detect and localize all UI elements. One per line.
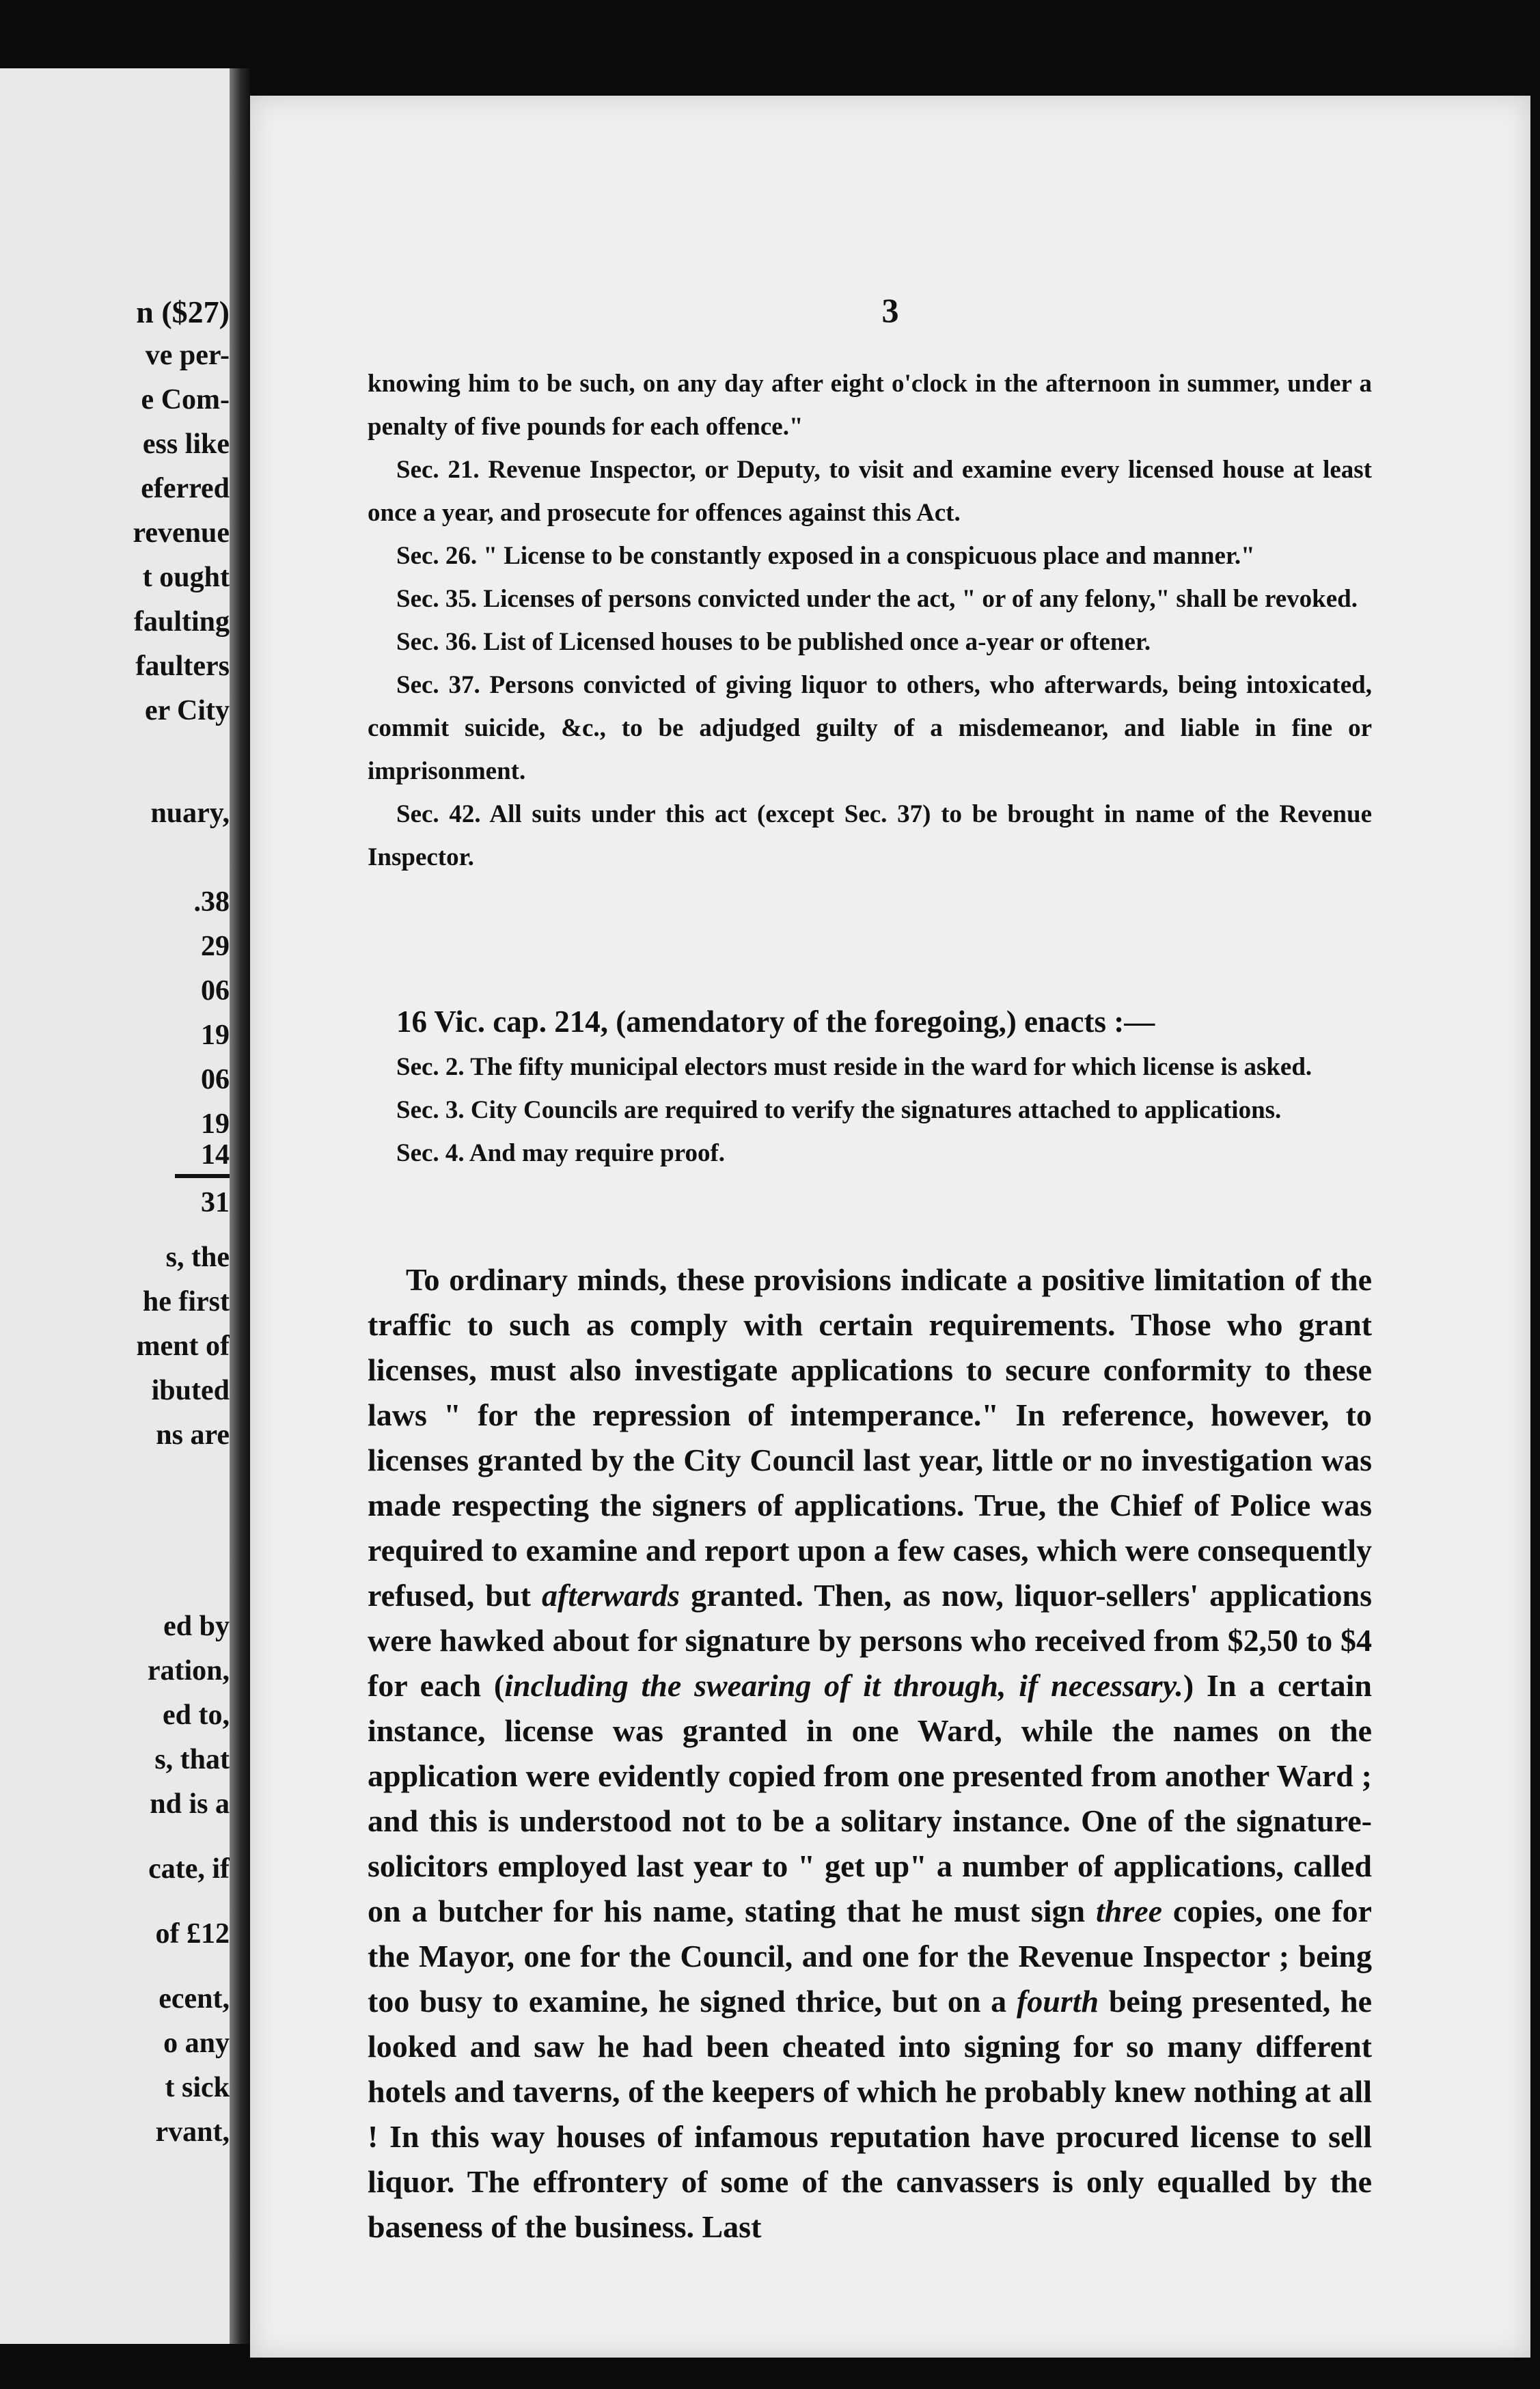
italic-run: afterwards [542, 1578, 680, 1613]
text-run: ) In a certain instance, license was granted in one Ward, while the names on the application were evidently copied from one presented from another Ward ; and this is understood not to be a solitary instance. One of the signature-solicitors employed last year to " get up" a number of applications, called on a butcher for his name, stating that he must sign [368, 1668, 1372, 1928]
left-page-fragment [0, 68, 230, 2344]
left-line: ess like [142, 428, 230, 460]
text-run: copies, one for the Mayor, one for the Council, and one for the Revenue Inspector ; being too busy to examine, he signed thrice, but on a [368, 1894, 1372, 2019]
left-line: ecent, [159, 1983, 230, 2015]
left-line: faulters [135, 651, 230, 682]
text-run: being presented, he looked and saw he had been cheated into signing for so many different hotels and taverns, of the keepers of which he probably knew nothing at all ! In this way houses of infamous reputation have procured license to sell liquor. The effrontery of some of the canvassers is only equalled by the baseness of the business. Last [368, 1984, 1373, 2244]
section-paragraph: Sec. 36. List of Licensed houses to be published once a-year or oftener. [396, 628, 1151, 656]
section-paragraph: Sec. 35. Licenses of persons convicted under the act, " or of any felony," shall be revoked. [396, 585, 1358, 613]
sum-rule [175, 1174, 230, 1178]
left-line: rvant, [155, 2116, 230, 2148]
left-line: nd is a [150, 1788, 230, 1820]
main-paragraph [368, 1257, 1372, 2250]
section-paragraph: Sec. 4. And may require proof. [396, 1139, 726, 1167]
left-line: n ($27) [136, 295, 230, 329]
left-line: ration, [147, 1655, 230, 1687]
body-paragraph [368, 1257, 1372, 2250]
left-line: er City [144, 695, 230, 726]
left-line: revenue [133, 517, 230, 549]
section-paragraph: Sec. 26. " License to be constantly exposed in a conspicuous place and manner." [396, 542, 1255, 570]
section-paragraph: Sec. 37. Persons convicted of giving liquor to others, who afterwards, being intoxicated, commit suicide, &c., to be adjudged guilty of a misdemeanor, and liable in fine or imprisonment. [368, 671, 1372, 785]
left-line: ed to, [163, 1699, 230, 1731]
left-line: 19 [201, 1108, 230, 1140]
amendment-block [368, 998, 1372, 1175]
italic-run: including the swearing of it through, if necessary. [504, 1668, 1183, 1703]
act-heading: 16 Vic. cap. 214, (amendatory of the foregoing,) enacts :— [396, 1005, 1155, 1039]
italic-run: three [1095, 1894, 1163, 1928]
left-line: t sick [165, 2072, 230, 2103]
left-line: of £12 [155, 1918, 230, 1950]
left-line: o any [163, 2028, 230, 2059]
left-line: nuary, [150, 797, 230, 829]
left-line: 19 [201, 1020, 230, 1051]
left-line: 31 [201, 1187, 230, 1218]
section-paragraph: Sec. 3. City Councils are required to verify the signatures attached to applications. [396, 1096, 1282, 1124]
left-line: ment of [136, 1330, 230, 1362]
section-paragraph: Sec. 2. The fifty municipal electors must reside in the ward for which license is asked. [396, 1053, 1312, 1081]
text-run: To ordinary minds, these provisions indicate a positive limitation of the traffic to such as comply with certain requirements. Those who grant licenses, must also investigate applications to secure conformity to these laws " for the repression of intemperance." In reference, however, to licenses granted by the City Council last year, little or no investigation was made respecting the signers of applications. True, the Chief of Police was required to examine and report upon a few cases, which were consequently refused, but [368, 1262, 1372, 1613]
italic-run: fourth [1016, 1984, 1099, 2019]
page [250, 96, 1530, 2358]
left-line: 06 [201, 975, 230, 1007]
left-line: t ought [142, 562, 230, 593]
left-line: eferred [141, 473, 230, 504]
left-line: he first [142, 1286, 230, 1318]
left-line: .38 [193, 886, 230, 918]
left-line: ns are [156, 1419, 230, 1451]
left-line: s, the [165, 1242, 230, 1273]
act-sections [368, 362, 1372, 879]
left-line: cate, if [148, 1853, 230, 1885]
left-line: ve per- [145, 340, 230, 371]
page-number: 3 [881, 291, 899, 329]
left-line: 14 [201, 1139, 230, 1171]
left-line: e Com- [141, 384, 230, 415]
left-line: ibuted [151, 1375, 230, 1406]
left-line: ed by [163, 1611, 230, 1642]
left-line: s, that [154, 1744, 230, 1775]
section-paragraph: Sec. 42. All suits under this act (except Sec. 37) to be brought in name of the Revenue Inspector. [368, 800, 1372, 871]
left-line: 29 [201, 931, 230, 962]
section-paragraph: knowing him to be such, on any day after eight o'clock in the afternoon in summer, under a penalty of five pounds for each offence." [368, 370, 1372, 441]
book-gutter [230, 68, 250, 2344]
section-paragraph: Sec. 21. Revenue Inspector, or Deputy, to visit and examine every licensed house at least once a year, and prosecute for offences against this Act. [368, 456, 1372, 527]
left-line: 06 [201, 1064, 230, 1095]
text-run: granted. Then, as now, liquor-sellers' applications were hawked about for signature by persons who received from $2,50 to $4 for each ( [368, 1578, 1372, 1703]
left-line: faulting [133, 606, 230, 638]
